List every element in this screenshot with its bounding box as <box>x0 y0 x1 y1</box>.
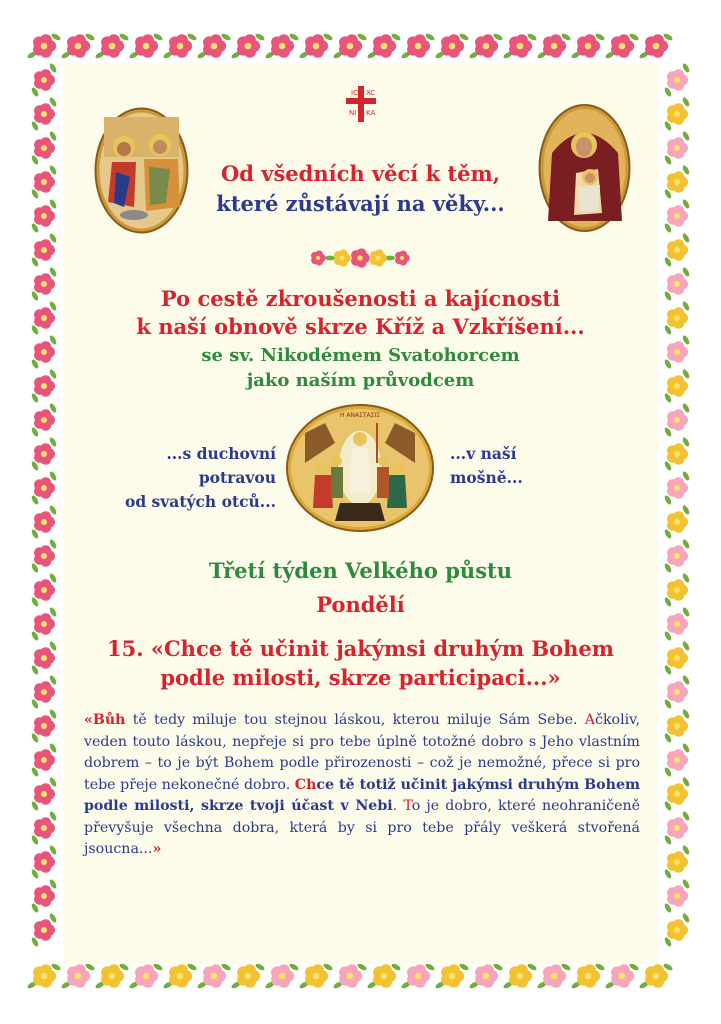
flower-icon <box>305 34 328 58</box>
quote-open: « <box>84 712 93 728</box>
flower-icon <box>237 34 260 58</box>
leaf-icon <box>254 32 265 41</box>
resurrection-icon <box>285 403 435 533</box>
flower-icon <box>135 34 158 58</box>
flower-icon <box>101 34 124 58</box>
flower-icon <box>169 964 192 988</box>
flower-icon <box>667 477 688 498</box>
week-line: Třetí týden Velkého půstu <box>209 558 512 583</box>
leaf-icon <box>84 32 95 41</box>
leaf-icon <box>526 32 537 41</box>
flower-icon <box>67 964 90 988</box>
flower-icon <box>34 783 55 804</box>
cross-letter-1: IC <box>351 89 358 97</box>
flower-icon <box>407 34 430 58</box>
flower-icon <box>34 817 55 838</box>
flower-icon <box>395 250 410 265</box>
flower-icon <box>667 919 688 940</box>
flower-icon <box>667 239 688 260</box>
body-paragraph <box>84 710 640 861</box>
flower-icon <box>645 964 668 988</box>
subtitle-line-4: jako naším průvodcem <box>246 370 475 391</box>
side-right-line-2: mošně... <box>450 468 523 487</box>
leaf-icon <box>424 32 435 41</box>
flower-icon <box>509 34 532 58</box>
body-sentence-1: tě tedy miluje tou stejnou láskou, kterou miluje Sám Sebe. <box>125 712 585 728</box>
flower-icon <box>34 443 55 464</box>
leaf-icon <box>662 962 673 971</box>
flower-icon <box>509 964 532 988</box>
leaf-icon <box>662 32 673 41</box>
body-word-3: Ch <box>294 776 317 793</box>
cross-letter-2: XC <box>366 89 376 97</box>
flower-icon <box>373 34 396 58</box>
flower-icon <box>305 964 328 988</box>
leaf-icon <box>325 256 335 261</box>
flower-icon <box>34 239 55 260</box>
day-line: Pondělí <box>316 592 405 617</box>
flower-icon <box>311 250 326 265</box>
title-line-2: které zůstávají na věky... <box>216 191 505 216</box>
flower-icon <box>34 409 55 430</box>
side-left-line-1: ...s duchovní <box>166 444 276 463</box>
flower-icon <box>67 34 90 58</box>
quote-close: » <box>152 841 162 857</box>
flower-icon <box>271 34 294 58</box>
leaf-icon <box>186 32 197 41</box>
cross-icon <box>342 84 380 124</box>
flower-icon <box>34 851 55 872</box>
leaf-icon <box>390 32 401 41</box>
flower-icon <box>373 964 396 988</box>
flower-icon <box>34 69 55 90</box>
flower-icon <box>33 964 56 988</box>
flower-icon <box>203 34 226 58</box>
leaf-icon <box>492 32 503 41</box>
body-word-4: T <box>403 798 412 814</box>
flower-icon <box>271 964 294 988</box>
flower-icon <box>34 885 55 906</box>
flower-icon <box>667 817 688 838</box>
leaf-icon <box>594 32 605 41</box>
resurrection-label: Η ΑΝΑΣΤΑΣΙΣ <box>339 412 381 419</box>
body-sentence-4: o je dobro, které neohraničeně převyšuje všechna dobra, která by si pro tebe přály veškerá stvořená jsoucna... <box>84 798 640 857</box>
side-left-line-2: potravou <box>198 468 276 487</box>
leaf-icon <box>50 962 61 971</box>
flower-icon <box>334 249 351 266</box>
leaf-icon <box>118 32 129 41</box>
cross-letter-4: KA <box>366 109 376 117</box>
flower-icon <box>101 964 124 988</box>
flower-icon <box>611 964 634 988</box>
heading-line-1: 15. «Chce tě učinit jakýmsi druhým Bohem <box>107 636 614 661</box>
flower-icon <box>339 34 362 58</box>
subtitle-line-2: k naší obnově skrze Kříž a Vzkříšení... <box>136 314 585 339</box>
flower-icon <box>577 34 600 58</box>
title-line-1: Od všedních věcí k těm, <box>220 161 501 186</box>
flower-icon <box>34 715 55 736</box>
flower-icon <box>667 783 688 804</box>
flower-icon <box>339 964 362 988</box>
flower-icon <box>667 749 688 770</box>
flower-icon <box>667 851 688 872</box>
subtitle-line-1: Po cestě zkroušenosti a kajícnosti <box>160 286 561 311</box>
flower-icon <box>169 34 192 58</box>
leaf-icon <box>628 32 639 41</box>
flower-icon <box>237 964 260 988</box>
leaf-icon <box>152 32 163 41</box>
flower-icon <box>645 34 668 58</box>
flower-icon <box>667 69 688 90</box>
heading-line-2: podle milosti, skrze participaci...» <box>160 665 561 690</box>
flower-icon <box>475 964 498 988</box>
flower-icon <box>667 409 688 430</box>
leaf-icon <box>322 32 333 41</box>
flower-icon <box>34 919 55 940</box>
cross-letter-3: NI <box>349 109 357 117</box>
subtitle-line-3: se sv. Nikodémem Svatohorcem <box>201 345 520 366</box>
leaf-icon <box>288 32 299 41</box>
leaf-icon <box>356 32 367 41</box>
flower-icon <box>543 964 566 988</box>
flower-divider-icon <box>310 245 410 271</box>
body-sentence-2: čkoliv, veden touto láskou, nepřeje si pro tebe úplně totožné dobro s Jeho vlastním dobrem – to je být Bohem podle přirozenosti – což je nemožné, přece si pro tebe přeje nekonečné dobro. <box>84 712 640 793</box>
flower-icon <box>135 964 158 988</box>
leaf-icon <box>50 32 61 41</box>
flower-icon <box>370 249 387 266</box>
flower-icon <box>34 749 55 770</box>
body-dot-3: . <box>392 798 404 814</box>
flower-icon <box>407 964 430 988</box>
leaf-icon <box>560 32 571 41</box>
body-word-1: Bůh <box>92 712 126 728</box>
flower-icon <box>667 443 688 464</box>
flower-icon <box>667 885 688 906</box>
flower-icon <box>667 103 688 124</box>
flower-icon <box>34 137 55 158</box>
flower-icon <box>543 34 566 58</box>
flower-icon <box>203 964 226 988</box>
side-left-line-3: od svatých otců... <box>124 492 276 511</box>
flower-icon <box>611 34 634 58</box>
flower-icon <box>351 248 370 267</box>
flower-icon <box>441 964 464 988</box>
body-word-2: A <box>584 712 595 728</box>
flower-icon <box>34 103 55 124</box>
flower-icon <box>667 511 688 532</box>
flower-icon <box>475 34 498 58</box>
side-right-line-1: ...v naší <box>450 444 517 463</box>
flower-icon <box>667 137 688 158</box>
flower-icon <box>577 964 600 988</box>
flower-icon <box>441 34 464 58</box>
leaf-icon <box>220 32 231 41</box>
body-sentence-3: ce tě totiž učinit jakýmsi druhým Bohem podle milosti, skrze tvoji účast v Nebi <box>84 776 640 814</box>
flower-icon <box>667 715 688 736</box>
flower-icon <box>33 34 56 58</box>
flower-icon <box>34 511 55 532</box>
flower-icon <box>34 477 55 498</box>
leaf-icon <box>458 32 469 41</box>
